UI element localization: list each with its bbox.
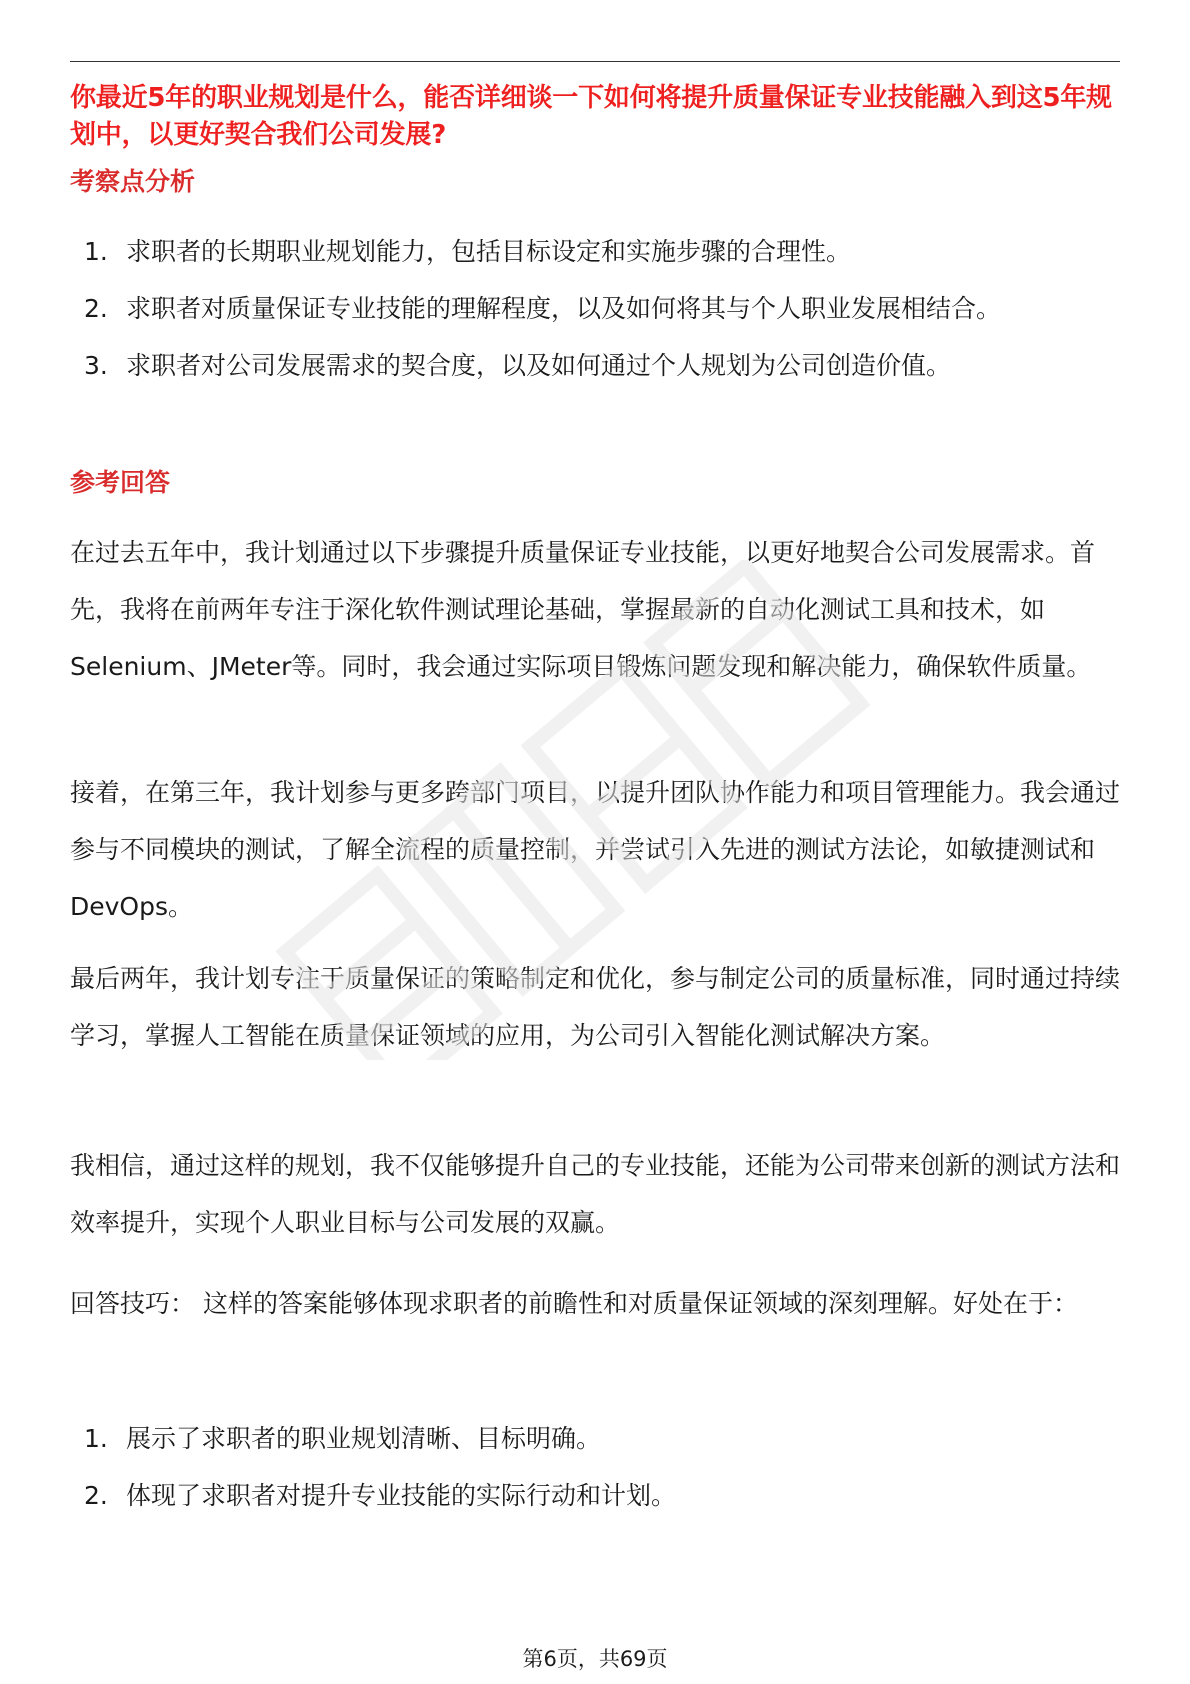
answer-paragraph: 我相信，通过这样的规划，我不仅能够提升自己的专业技能，还能为公司带来创新的测试方法和效率提升，实现个人职业目标与公司发展的双赢。 xyxy=(70,1151,1121,1237)
list-item xyxy=(70,280,1130,337)
list-number: 2. xyxy=(84,294,108,323)
header-rule xyxy=(70,61,1120,62)
answer-paragraph: 在过去五年中，我计划通过以下步骤提升质量保证专业技能，以更好地契合公司发展需求。首先，我将在前两年专注于深化软件测试理论基础，掌握最新的自动化测试工具和技术，如Selenium、JMeter等。同时，我会通过实际项目锻炼问题发现和解决能力，确保软件质量。 xyxy=(70,538,1096,681)
list-text: 求职者对公司发展需求的契合度，以及如何通过个人规划为公司创造价值。 xyxy=(126,351,952,380)
answer-paragraph: 接着，在第三年，我计划参与更多跨部门项目，以提升团队协作能力和项目管理能力。我会通过参与不同模块的测试，了解全流程的质量控制，并尝试引入先进的测试方法论，如敏捷测试和DevOps。 xyxy=(70,778,1121,921)
answer-paragraph: 最后两年，我计划专注于质量保证的策略制定和优化，参与制定公司的质量标准，同时通过持续学习，掌握人工智能在质量保证领域的应用，为公司引入智能化测试解决方案。 xyxy=(70,964,1121,1050)
analysis-list xyxy=(70,223,1130,394)
list-item xyxy=(70,1467,1130,1524)
analysis-heading: 考察点分析 xyxy=(70,167,196,196)
list-item xyxy=(70,1410,1130,1467)
list-item xyxy=(70,337,1130,394)
list-text: 求职者对质量保证专业技能的理解程度，以及如何将其与个人职业发展相结合。 xyxy=(126,294,1002,323)
list-text: 求职者的长期职业规划能力，包括目标设定和实施步骤的合理性。 xyxy=(126,237,852,266)
page-footer: 第6页，共69页 xyxy=(522,1647,668,1671)
list-text: 展示了求职者的职业规划清晰、目标明确。 xyxy=(126,1424,602,1453)
list-text: 体现了求职者对提升专业技能的实际行动和计划。 xyxy=(126,1481,677,1510)
list-number: 1. xyxy=(84,1424,108,1453)
question-title: 你最近5年的职业规划是什么，能否详细谈一下如何将提升质量保证专业技能融入到这5年规划中，以更好契合我们公司发展? xyxy=(70,83,1112,150)
list-item xyxy=(70,223,1130,280)
tips-list xyxy=(70,1410,1130,1524)
list-number: 2. xyxy=(84,1481,108,1510)
answer-tips: 回答技巧： 这样的答案能够体现求职者的前瞻性和对质量保证领域的深刻理解。好处在于： xyxy=(70,1289,1078,1318)
answer-heading: 参考回答 xyxy=(70,468,171,497)
list-number: 1. xyxy=(84,237,108,266)
list-number: 3. xyxy=(84,351,108,380)
